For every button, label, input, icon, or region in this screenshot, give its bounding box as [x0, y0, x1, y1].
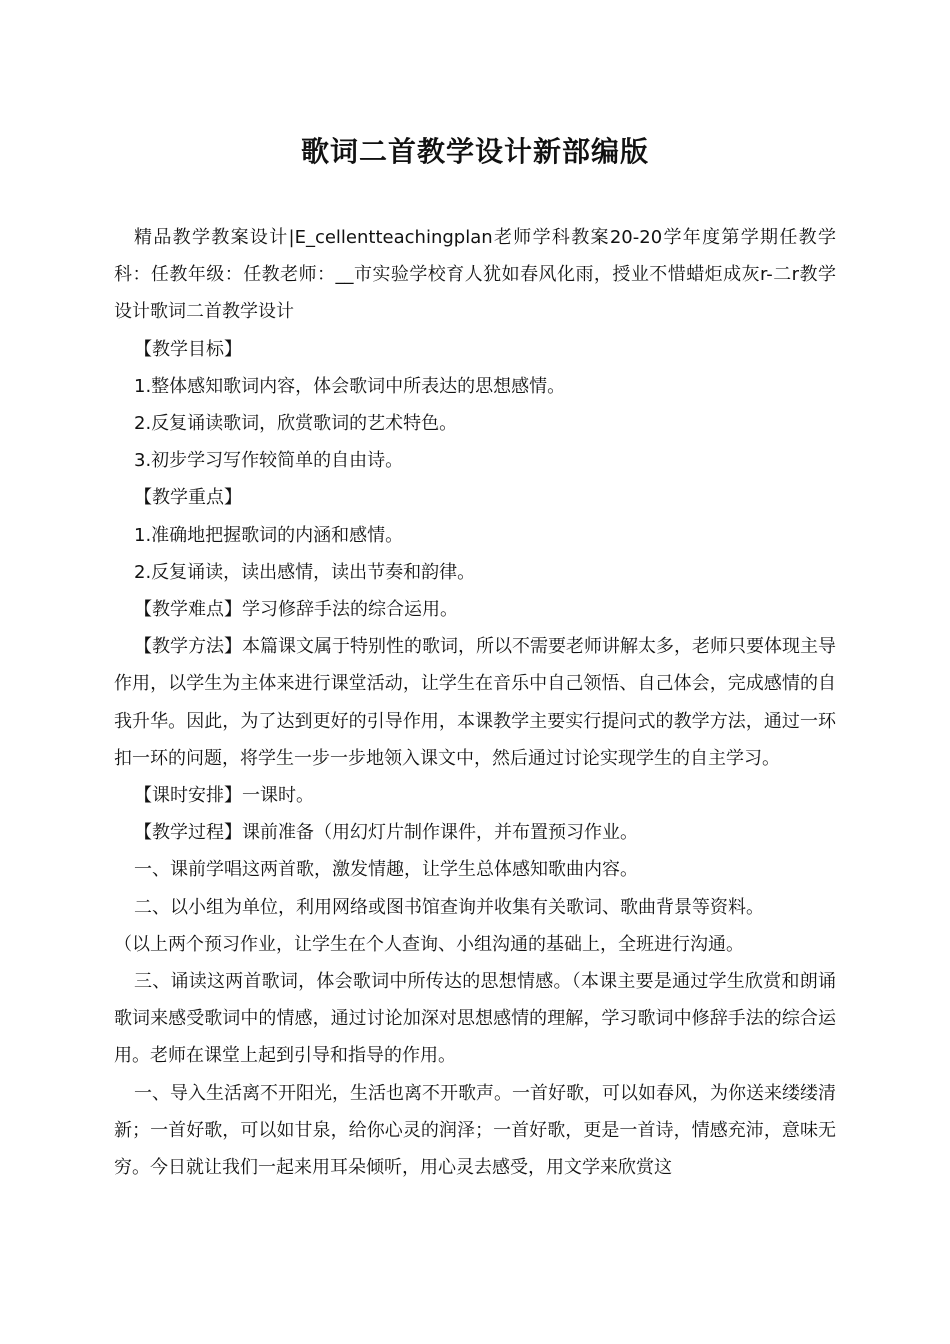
- focus-item-1: 1.准确地把握歌词的内涵和感情。: [134, 524, 404, 546]
- process-note: （以上两个预习作业，让学生在个人查询、小组沟通的基础上，全班进行沟通。: [114, 933, 744, 955]
- goal-item-1: 1.整体感知歌词内容，体会歌词中所表达的思想感情。: [134, 375, 566, 397]
- paragraph-class-schedule: 【课时安排】一课时。: [134, 785, 314, 807]
- process-step-3: 三、诵读这两首歌词，体会歌词中所传达的思想情感。（本课主要是通过学生欣赏和朗诵歌词来感受歌词中的情感，通过讨论加深对思想感情的理解，学习歌词中修辞手法的综合运用。老师在课堂上起到引导和指导的作用。: [114, 971, 836, 1067]
- document-title: 歌词二首教学设计新部编版: [300, 135, 649, 168]
- paragraph-teaching-difficulty: 【教学难点】学习修辞手法的综合运用。: [134, 599, 458, 621]
- goal-item-2: 2.反复诵读歌词，欣赏歌词的艺术特色。: [134, 413, 458, 435]
- process-step-1: 一、课前学唱这两首歌，激发情趣，让学生总体感知歌曲内容。: [134, 859, 638, 881]
- heading-teaching-goals: 【教学目标】: [134, 338, 242, 360]
- paragraph-teaching-method: 【教学方法】本篇课文属于特别性的歌词，所以不需要老师讲解太多，老师只要体现主导作用，以学生为主体来进行课堂活动，让学生在音乐中自己领悟、自己体会，完成感情的自我升华。因此，为了达到更好的引导作用，本课教学主要实行提问式的教学方法，通过一环扣一环的问题，将学生一步一步地领入课文中，然后通过讨论实现学生的自主学习。: [114, 636, 836, 769]
- document-body: [114, 219, 836, 1186]
- paragraph-introduction: 一、导入生活离不开阳光，生活也离不开歌声。一首好歌，可以如春风，为你送来缕缕清新；一首好歌，可以如甘泉，给你心灵的润泽；一首好歌，更是一首诗，情感充沛，意味无穷。今日就让我们一起来用耳朵倾听，用心灵去感受，用文学来欣赏这: [114, 1082, 836, 1179]
- process-step-2: 二、以小组为单位，利用网络或图书馆查询并收集有关歌词、歌曲背景等资料。: [134, 896, 764, 918]
- paragraph-intro: 精品教学教案设计|E_cellentteachingplan老师学科教案20-20学年度第学期任教学科：任教年级：任教老师：__市实验学校育人犹如春风化雨，授业不惜蜡炬成灰r-二r教学设计歌词二首教学设计: [114, 227, 836, 323]
- goal-item-3: 3.初步学习写作较简单的自由诗。: [134, 450, 404, 472]
- heading-teaching-focus: 【教学重点】: [134, 487, 242, 509]
- focus-item-2: 2.反复诵读，读出感情，读出节奏和韵律。: [134, 561, 476, 583]
- paragraph-teaching-process: 【教学过程】课前准备（用幻灯片制作课件，并布置预习作业。: [134, 822, 638, 844]
